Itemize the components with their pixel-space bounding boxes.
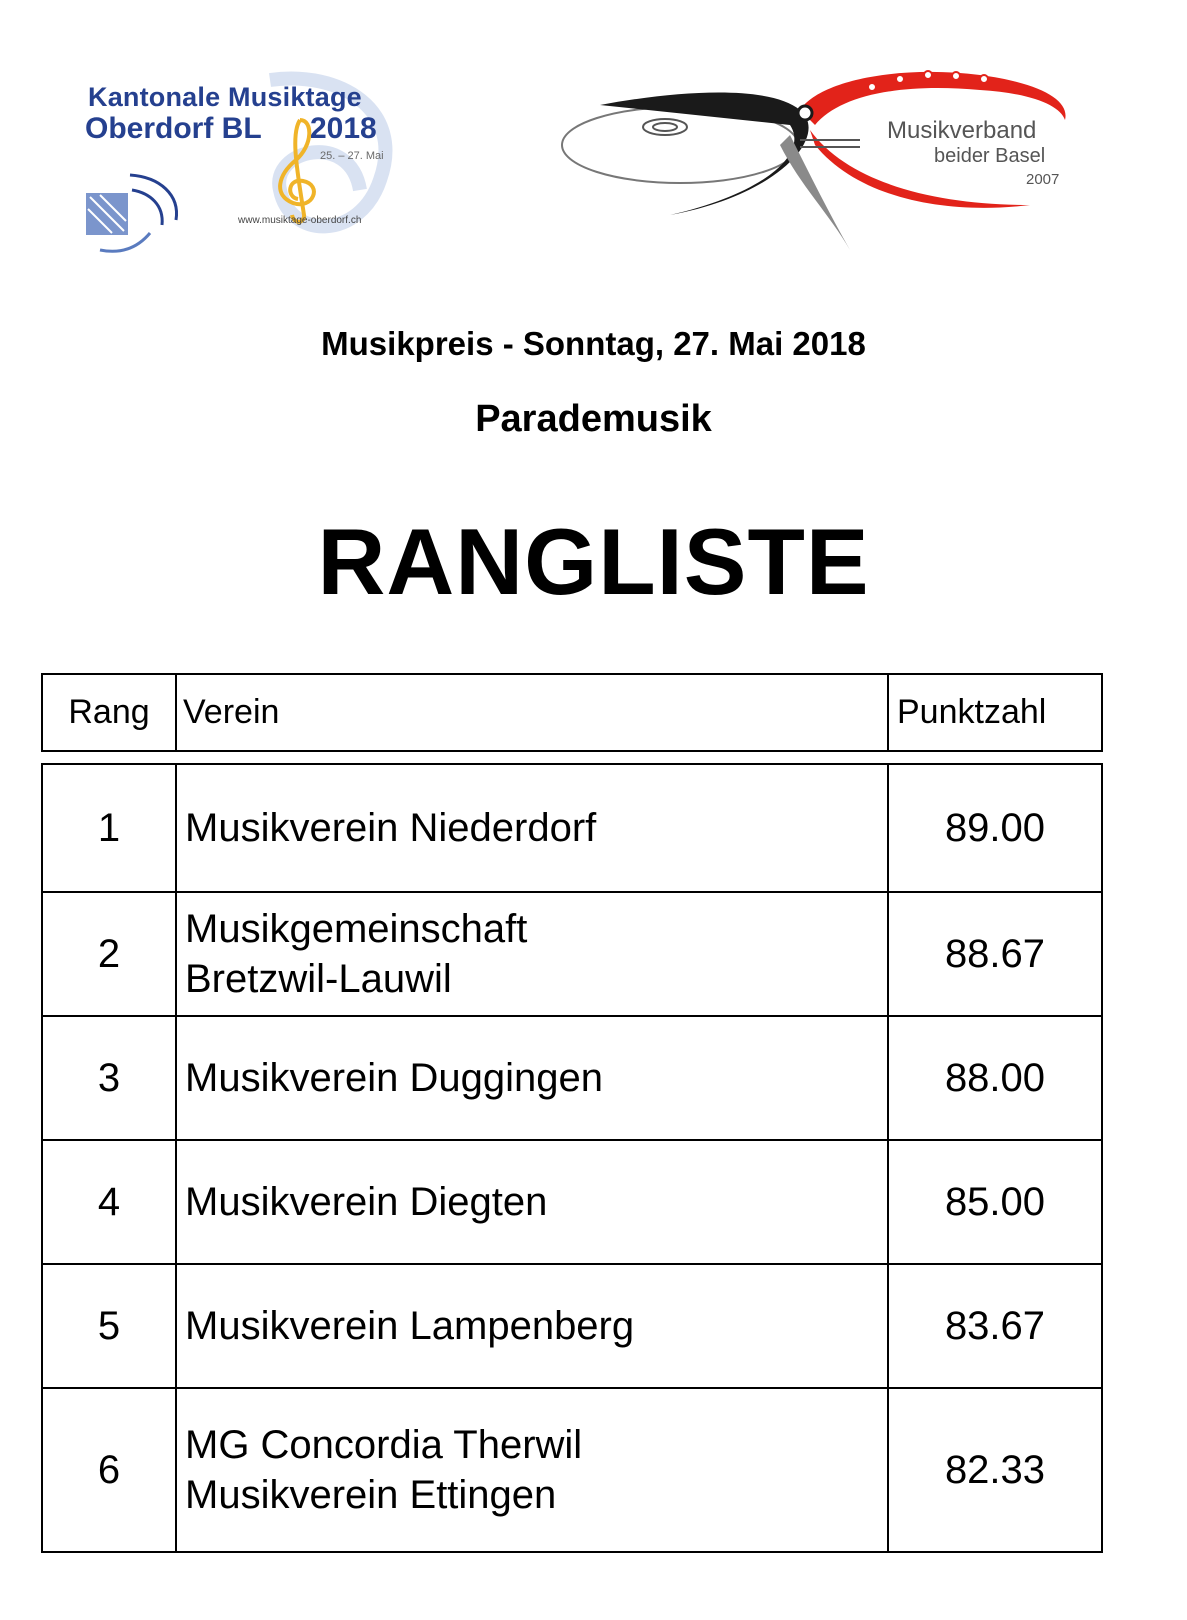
verein-name: Musikverein Duggingen	[185, 1056, 604, 1100]
table-row	[43, 1139, 1101, 1263]
verein-name-line2: Musikverein Ettingen	[185, 1473, 557, 1517]
logo-right-line3: 2007	[1026, 171, 1060, 188]
rang-cell: 1	[43, 765, 177, 891]
header-verein: Verein	[177, 675, 889, 750]
table-row	[43, 1015, 1101, 1139]
header-rang: Rang	[43, 675, 177, 750]
logo-left-year: 2018	[310, 112, 377, 145]
logo-left-line2: Oberdorf BL	[85, 112, 262, 145]
page-title: RANGLISTE	[317, 509, 870, 614]
verein-cell	[177, 1017, 889, 1139]
table-row	[43, 1387, 1101, 1551]
verein-cell	[177, 1141, 889, 1263]
jubilee-seal-logo	[80, 165, 185, 255]
verein-cell	[177, 1265, 889, 1387]
logo-left-dates: 25. – 27. Mai	[320, 150, 384, 162]
category-heading: Parademusik	[475, 398, 712, 440]
rang-cell: 2	[43, 893, 177, 1015]
verein-cell	[177, 1389, 889, 1551]
rang-cell: 5	[43, 1265, 177, 1387]
logo-right-line1: Musikverband	[887, 117, 1037, 144]
musikverband-logo	[560, 65, 1100, 265]
punktzahl-cell: 85.00	[944, 1180, 1046, 1224]
ranking-table-header	[41, 673, 1103, 752]
verein-cell	[177, 893, 889, 1015]
verein-name: Musikverein Niederdorf	[185, 806, 597, 850]
verein-name: Musikverein Diegten	[185, 1180, 548, 1224]
logo-right-line2: beider Basel	[934, 145, 1046, 167]
logo-left-line1: Kantonale Musiktage	[88, 82, 362, 112]
event-subtitle: Musikpreis - Sonntag, 27. Mai 2018	[321, 325, 866, 362]
punktzahl-cell: 83.67	[944, 1304, 1046, 1348]
table-row	[43, 765, 1101, 891]
table-row	[43, 891, 1101, 1015]
punktzahl-cell: 88.67	[944, 932, 1046, 976]
verein-cell	[177, 765, 889, 891]
table-row	[43, 1263, 1101, 1387]
rang-cell: 3	[43, 1017, 177, 1139]
verein-name: Musikgemeinschaft	[185, 907, 528, 951]
musiktage-logo	[80, 70, 400, 270]
ranking-table	[41, 763, 1103, 1553]
logo-left-url: www.musiktage-oberdorf.ch	[238, 215, 362, 226]
punktzahl-cell: 89.00	[944, 806, 1046, 850]
punktzahl-cell: 88.00	[944, 1056, 1046, 1100]
punktzahl-cell: 82.33	[944, 1448, 1046, 1492]
verein-name-line2: Bretzwil-Lauwil	[185, 957, 452, 1001]
rang-cell: 6	[43, 1389, 177, 1551]
header-punktzahl: Punktzahl	[897, 693, 1047, 731]
verein-name: Musikverein Lampenberg	[185, 1304, 635, 1348]
rang-cell: 4	[43, 1141, 177, 1263]
verein-name: MG Concordia Therwil	[185, 1423, 583, 1467]
